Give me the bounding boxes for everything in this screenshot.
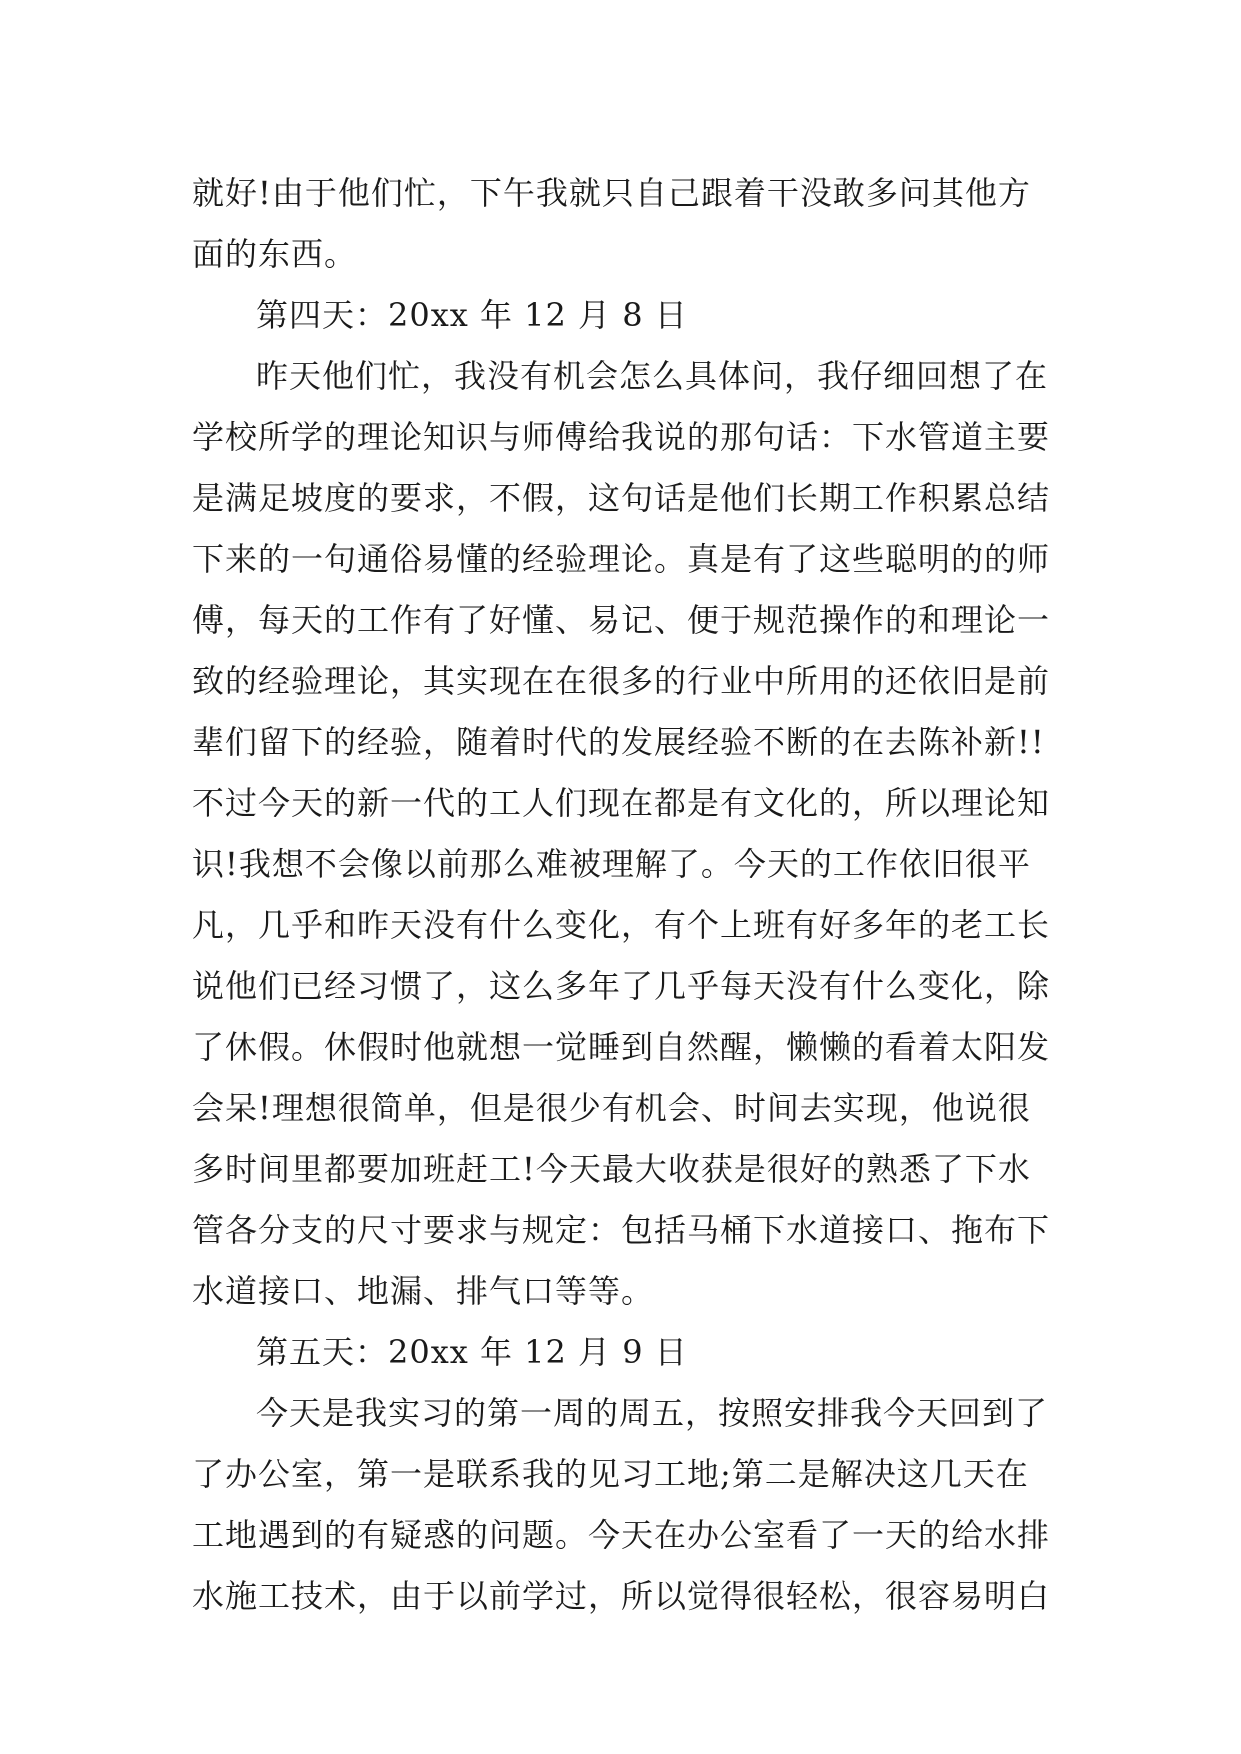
section-heading-day4: 第四天：20xx 年 12 月 8 日 — [256, 296, 688, 334]
text-line: 学校所学的理论知识与师傅给我说的那句话：下水管道主要 — [192, 418, 1051, 456]
text-line: 凡，几乎和昨天没有什么变化，有个上班有好多年的老工长 — [192, 906, 1051, 944]
text-line: 今天是我实习的第一周的周五，按照安排我今天回到了 — [256, 1394, 1049, 1432]
text-line: 了休假。休假时他就想一觉睡到自然醒，懒懒的看着太阳发 — [192, 1028, 1051, 1066]
document-body — [192, 163, 1056, 1627]
text-line: 说他们已经习惯了，这么多年了几乎每天没有什么变化，除 — [192, 967, 1051, 1005]
text-line: 面的东西。 — [192, 235, 358, 273]
text-line: 傅，每天的工作有了好懂、易记、便于规范操作的和理论一 — [192, 601, 1051, 639]
text-line: 了办公室，第一是联系我的见习工地;第二是解决这几天在 — [192, 1455, 1029, 1493]
text-line: 辈们留下的经验，随着时代的发展经验不断的在去陈补新!! — [192, 723, 1045, 761]
text-line: 昨天他们忙，我没有机会怎么具体问，我仔细回想了在 — [256, 357, 1049, 395]
text-line: 多时间里都要加班赶工!今天最大收获是很好的熟悉了下水 — [192, 1150, 1031, 1188]
text-line: 水施工技术，由于以前学过，所以觉得很轻松，很容易明白 — [192, 1577, 1051, 1615]
text-line: 致的经验理论，其实现在在很多的行业中所用的还依旧是前 — [192, 662, 1051, 700]
text-line: 识!我想不会像以前那么难被理解了。今天的工作依旧很平 — [192, 845, 1031, 883]
text-line: 会呆!理想很简单，但是很少有机会、时间去实现，他说很 — [192, 1089, 1031, 1127]
text-line: 是满足坡度的要求，不假，这句话是他们长期工作积累总结 — [192, 479, 1051, 517]
text-line: 就好!由于他们忙，下午我就只自己跟着干没敢多问其他方 — [192, 174, 1031, 212]
text-line: 工地遇到的有疑惑的问题。今天在办公室看了一天的给水排 — [192, 1516, 1051, 1554]
text-line: 不过今天的新一代的工人们现在都是有文化的，所以理论知 — [192, 784, 1051, 822]
text-line: 管各分支的尺寸要求与规定：包括马桶下水道接口、拖布下 — [192, 1211, 1051, 1249]
section-heading-day5: 第五天：20xx 年 12 月 9 日 — [256, 1333, 688, 1371]
text-line: 下来的一句通俗易懂的经验理论。真是有了这些聪明的的师 — [192, 540, 1051, 578]
text-line: 水道接口、地漏、排气口等等。 — [192, 1272, 655, 1310]
